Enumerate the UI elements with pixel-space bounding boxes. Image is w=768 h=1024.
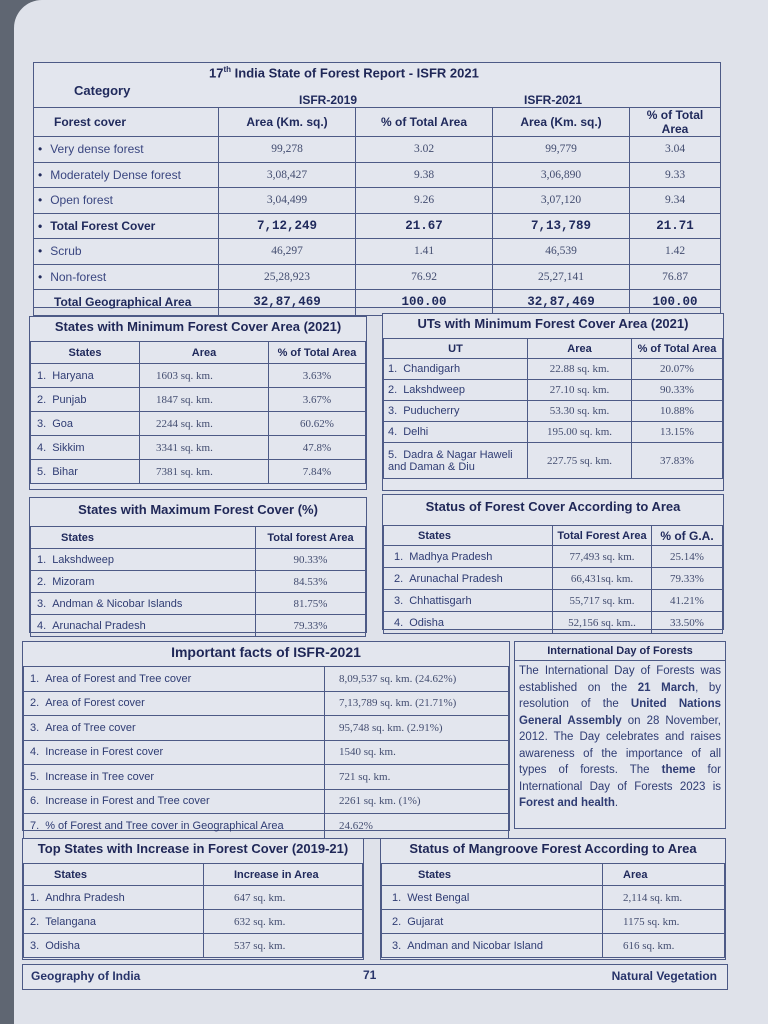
- ut-name: [384, 359, 528, 380]
- area-2021-value: 32,87,469: [493, 290, 630, 316]
- table-row: [384, 401, 723, 422]
- mangroove-data: [381, 863, 725, 958]
- row-label: Dadra & Nagar Haweli and Daman & Diu: [388, 448, 513, 473]
- min-uts-table: [382, 313, 724, 491]
- min-states-data: [30, 341, 366, 484]
- table-row: [31, 615, 366, 637]
- state-pct: 3.67%: [269, 388, 366, 412]
- state-name: [382, 886, 603, 910]
- min-states-table: [29, 316, 367, 490]
- row-number: 2.: [30, 697, 40, 710]
- row-label: Andman & Nicobar Islands: [52, 597, 183, 610]
- top-states-header: States: [24, 864, 204, 886]
- fact-value: 721 sq. km.: [325, 765, 509, 790]
- intl-day-title: International Day of Forests: [515, 642, 725, 661]
- top-increase-title: Top States with Increase in Forest Cover (2019-21): [37, 841, 349, 856]
- ut-area: 227.75 sq. km.: [528, 443, 632, 479]
- row-label: Gujarat: [407, 915, 444, 928]
- state-name: [31, 593, 256, 615]
- row-label: Telangana: [45, 915, 96, 928]
- table-row: [384, 443, 723, 479]
- state-pct: 90.33%: [256, 549, 366, 571]
- row-label: Andhra Pradesh: [45, 891, 125, 904]
- row-number: 2.: [394, 572, 404, 585]
- row-number: 3.: [37, 597, 47, 610]
- row-number: 1.: [30, 891, 40, 904]
- mangroove-area: 2,114 sq. km.: [603, 886, 725, 910]
- row-number: 7.: [30, 819, 40, 832]
- table-row: [34, 162, 721, 188]
- row-label: Chhattisgarh: [409, 594, 472, 607]
- main-data-table: [33, 107, 721, 316]
- page-number: 71: [363, 968, 377, 982]
- table-row: [34, 137, 721, 163]
- ut-header: UT: [384, 339, 528, 359]
- fact-label: [24, 814, 325, 839]
- forest-category-label: • Open forest: [34, 188, 219, 214]
- state-pct: 47.8%: [269, 436, 366, 460]
- row-label: Odisha: [409, 616, 445, 629]
- area-2021-header: Area (Km. sq.): [493, 108, 630, 137]
- row-label: Punjab: [52, 393, 87, 406]
- state-name: [31, 388, 140, 412]
- area-2019-header: Area (Km. sq.): [219, 108, 356, 137]
- area-2019-value: 3,04,499: [219, 188, 356, 214]
- ut-area: 53.30 sq. km.: [528, 401, 632, 422]
- row-label: Increase in Forest cover: [45, 746, 164, 759]
- row-label: Delhi: [403, 426, 429, 438]
- status-states-header: States: [384, 526, 553, 546]
- table-row: [24, 716, 509, 741]
- table-row: [34, 290, 721, 316]
- min-uts-title: UTs with Minimum Forest Cover Area (2021): [417, 316, 689, 331]
- table-row: [382, 886, 725, 910]
- status-area-title: Status of Forest Cover According to Area: [425, 499, 681, 514]
- pct-2019-value: 21.67: [356, 213, 493, 239]
- row-number: 3.: [394, 594, 404, 607]
- pct-2021-header: % of Total Area: [630, 108, 721, 137]
- table-row: [31, 412, 366, 436]
- mangroove-states-header: States: [382, 864, 603, 886]
- fact-value: 8,09,537 sq. km. (24.62%): [325, 667, 509, 692]
- area-2021-value: 46,539: [493, 239, 630, 265]
- increase-value: 537 sq. km.: [204, 934, 363, 958]
- state-area: 2244 sq. km.: [140, 412, 269, 436]
- area-2019-value: 46,297: [219, 239, 356, 265]
- facts-data: [23, 666, 509, 839]
- forest-category-label: • Very dense forest: [34, 137, 219, 163]
- fact-label: [24, 740, 325, 765]
- status-total-header: Total Forest Area: [553, 526, 652, 546]
- row-number: 6.: [30, 795, 40, 808]
- ut-area: 27.10 sq. km.: [528, 380, 632, 401]
- area-2021-value: 25,27,141: [493, 264, 630, 290]
- row-number: 3.: [388, 405, 398, 417]
- fact-value: 1540 sq. km.: [325, 740, 509, 765]
- mangroove-area: 616 sq. km.: [603, 934, 725, 958]
- state-pct: 7.84%: [269, 460, 366, 484]
- pct-2019-value: 76.92: [356, 264, 493, 290]
- min-uts-data: [383, 338, 723, 479]
- max-states-data: [30, 526, 366, 637]
- fact-label: [24, 765, 325, 790]
- table-row: [34, 213, 721, 239]
- row-number: 2.: [388, 384, 398, 396]
- mangroove-title: Status of Mangroove Forest According to Area: [409, 841, 697, 856]
- state-name: [31, 571, 256, 593]
- area-2021-value: 99,779: [493, 137, 630, 163]
- state-pct: 84.53%: [256, 571, 366, 593]
- states-header: States: [31, 342, 140, 364]
- state-name: [31, 436, 140, 460]
- state-area: 1603 sq. km.: [140, 364, 269, 388]
- table-row: [31, 388, 366, 412]
- row-label: Madhya Pradesh: [409, 550, 493, 563]
- row-number: 3.: [37, 417, 47, 430]
- table-row: [31, 549, 366, 571]
- ut-pct: 37.83%: [632, 443, 723, 479]
- row-number: 5.: [37, 465, 47, 478]
- state-name: [384, 546, 553, 568]
- ut-area: 22.88 sq. km.: [528, 359, 632, 380]
- state-area: 1847 sq. km.: [140, 388, 269, 412]
- row-label: West Bengal: [407, 891, 470, 904]
- top-increase-header: Increase in Area: [204, 864, 363, 886]
- pct-2019-header: % of Total Area: [356, 108, 493, 137]
- top-increase-data: [23, 863, 363, 958]
- area-2021-value: 3,06,890: [493, 162, 630, 188]
- state-name: [31, 364, 140, 388]
- max-states-header: States: [31, 527, 256, 549]
- table-row: [31, 364, 366, 388]
- intl-day-text: The International Day of Forests was established on the 21 March, by resolution of the United Nations General Assembly on 28 November, 2012. The Day celebrates and raises awareness of the importance of all types of forests. The theme for International Day of Forests 2023 is Forest and health.: [519, 665, 722, 809]
- table-row: [24, 740, 509, 765]
- state-name: [382, 934, 603, 958]
- isfr2021-header: ISFR-2021: [524, 93, 583, 107]
- top-increase-table: [22, 838, 364, 960]
- table-row: [24, 667, 509, 692]
- fact-value: 7,13,789 sq. km. (21.71%): [325, 691, 509, 716]
- pct-2019-value: 100.00: [356, 290, 493, 316]
- row-label: Haryana: [52, 369, 94, 382]
- row-label: Puducherry: [403, 405, 460, 417]
- table-row: [384, 422, 723, 443]
- state-name: [31, 460, 140, 484]
- row-number: 4.: [394, 616, 404, 629]
- row-number: 2.: [37, 393, 47, 406]
- status-ga-header: % of G.A.: [652, 526, 723, 546]
- row-number: 5.: [30, 770, 40, 783]
- row-number: 4.: [37, 441, 47, 454]
- table-row: [384, 568, 723, 590]
- table-row: [31, 571, 366, 593]
- area-2019-value: 3,08,427: [219, 162, 356, 188]
- state-pct: 3.63%: [269, 364, 366, 388]
- table-row: [24, 886, 363, 910]
- isfr-main-table: [33, 62, 721, 308]
- pct-2021-value: 3.04: [630, 137, 721, 163]
- forest-category-label: • Scrub: [34, 239, 219, 265]
- pct-header: % of Total Area: [269, 342, 366, 364]
- area-2021-value: 3,07,120: [493, 188, 630, 214]
- ut-name: [384, 401, 528, 422]
- row-label: Arunachal Pradesh: [52, 619, 146, 632]
- row-label: Increase in Tree cover: [45, 770, 155, 783]
- ut-pct: 13.15%: [632, 422, 723, 443]
- fact-label: [24, 789, 325, 814]
- row-number: 2.: [37, 575, 47, 588]
- row-number: 3.: [392, 939, 402, 952]
- state-pct: 79.33%: [652, 568, 723, 590]
- state-name: [31, 549, 256, 571]
- fact-value: 2261 sq. km. (1%): [325, 789, 509, 814]
- state-name: [384, 590, 553, 612]
- fact-label: [24, 667, 325, 692]
- row-label: Increase in Forest and Tree cover: [45, 795, 210, 808]
- state-area: 55,717 sq. km.: [553, 590, 652, 612]
- row-number: 1.: [30, 672, 40, 685]
- state-area: 77,493 sq. km.: [553, 546, 652, 568]
- increase-value: 647 sq. km.: [204, 886, 363, 910]
- pct-2021-value: 1.42: [630, 239, 721, 265]
- status-area-table: [382, 494, 724, 630]
- table-row: [384, 590, 723, 612]
- row-number: 2.: [392, 915, 402, 928]
- facts-table: [22, 641, 510, 831]
- min-states-title: States with Minimum Forest Cover Area (2021): [54, 319, 342, 334]
- fact-value: 95,748 sq. km. (2.91%): [325, 716, 509, 741]
- area-2021-value: 7,13,789: [493, 213, 630, 239]
- table-row: [24, 789, 509, 814]
- ut-pct: 10.88%: [632, 401, 723, 422]
- state-name: [382, 910, 603, 934]
- row-number: 4.: [30, 746, 40, 759]
- fact-value: 24.62%: [325, 814, 509, 839]
- max-states-title: States with Maximum Forest Cover (%): [78, 502, 318, 517]
- row-number: 1.: [37, 553, 47, 566]
- area-2019-value: 32,87,469: [219, 290, 356, 316]
- state-pct: 81.75%: [256, 593, 366, 615]
- pct-2021-value: 9.34: [630, 188, 721, 214]
- table-row: [31, 460, 366, 484]
- table-row: [34, 188, 721, 214]
- state-name: [384, 612, 553, 634]
- forest-category-label: • Non-forest: [34, 264, 219, 290]
- area-2019-value: 7,12,249: [219, 213, 356, 239]
- row-number: 1.: [394, 550, 404, 563]
- increase-value: 632 sq. km.: [204, 910, 363, 934]
- area-2019-value: 99,278: [219, 137, 356, 163]
- forest-category-label: • Total Forest Cover: [34, 213, 219, 239]
- ut-pct: 20.07%: [632, 359, 723, 380]
- state-name: [24, 886, 204, 910]
- row-number: 1.: [37, 369, 47, 382]
- state-pct: 33.50%: [652, 612, 723, 634]
- ut-name: [384, 422, 528, 443]
- state-name: [31, 412, 140, 436]
- row-label: Goa: [52, 417, 73, 430]
- main-table-category-label: Category: [74, 83, 131, 98]
- main-table-title: 17th India State of Forest Report - ISFR 2021: [209, 65, 479, 81]
- table-row: [34, 239, 721, 265]
- row-label: Area of Forest cover: [45, 697, 145, 710]
- table-row: [384, 359, 723, 380]
- ut-area: 195.00 sq. km.: [528, 422, 632, 443]
- pct-2021-value: 21.71: [630, 213, 721, 239]
- pct-2021-value: 76.87: [630, 264, 721, 290]
- forest-cover-header: Forest cover: [34, 108, 219, 137]
- max-total-area-header: Total forest Area: [256, 527, 366, 549]
- table-row: [24, 814, 509, 839]
- facts-title: Important facts of ISFR-2021: [171, 644, 361, 660]
- state-name: [24, 934, 204, 958]
- state-name: [24, 910, 204, 934]
- ut-pct-header: % of Total Area: [632, 339, 723, 359]
- row-label: Chandigarh: [403, 363, 461, 375]
- state-pct: 60.62%: [269, 412, 366, 436]
- pct-2021-value: 9.33: [630, 162, 721, 188]
- mangroove-area: 1175 sq. km.: [603, 910, 725, 934]
- forest-category-label: • Moderately Dense forest: [34, 162, 219, 188]
- ut-area-header: Area: [528, 339, 632, 359]
- pct-2019-value: 3.02: [356, 137, 493, 163]
- ut-name: [384, 443, 528, 479]
- row-number: 3.: [30, 939, 40, 952]
- row-label: Bihar: [52, 465, 78, 478]
- table-row: [382, 910, 725, 934]
- fact-label: [24, 716, 325, 741]
- table-row: [24, 934, 363, 958]
- fact-label: [24, 691, 325, 716]
- max-states-table: [29, 497, 367, 633]
- forest-category-label: Total Geographical Area: [34, 290, 219, 316]
- table-row: [384, 546, 723, 568]
- ut-name: [384, 380, 528, 401]
- mangroove-table: [380, 838, 726, 960]
- row-number: 4.: [388, 426, 398, 438]
- footer-book-title: Geography of India: [31, 969, 141, 983]
- pct-2021-value: 100.00: [630, 290, 721, 316]
- table-row: [24, 765, 509, 790]
- mangroove-area-header: Area: [603, 864, 725, 886]
- state-area: 52,156 sq. km..: [553, 612, 652, 634]
- table-row: [24, 691, 509, 716]
- table-row: [31, 436, 366, 460]
- main-rows: [34, 137, 721, 316]
- state-area: 3341 sq. km.: [140, 436, 269, 460]
- row-number: 1.: [388, 363, 398, 375]
- row-label: Mizoram: [52, 575, 95, 588]
- state-name: [384, 568, 553, 590]
- table-row: [31, 593, 366, 615]
- row-label: Lakshdweep: [52, 553, 114, 566]
- row-number: 1.: [392, 891, 402, 904]
- table-row: [24, 910, 363, 934]
- row-label: Arunachal Pradesh: [409, 572, 503, 585]
- table-row: [382, 934, 725, 958]
- state-area: 7381 sq. km.: [140, 460, 269, 484]
- pct-2019-value: 9.26: [356, 188, 493, 214]
- page-footer: [22, 964, 728, 990]
- row-number: 3.: [30, 721, 40, 734]
- state-pct: 79.33%: [256, 615, 366, 637]
- pct-2019-value: 1.41: [356, 239, 493, 265]
- footer-chapter-title: Natural Vegetation: [611, 969, 717, 983]
- row-label: Area of Forest and Tree cover: [45, 672, 192, 685]
- row-number: 5.: [388, 448, 398, 461]
- row-label: Odisha: [45, 939, 81, 952]
- row-label: Andman and Nicobar Island: [407, 939, 543, 952]
- state-pct: 25.14%: [652, 546, 723, 568]
- table-row: [384, 612, 723, 634]
- area-2019-value: 25,28,923: [219, 264, 356, 290]
- status-area-data: [383, 525, 723, 634]
- row-label: Lakshdweep: [403, 384, 465, 396]
- state-name: [31, 615, 256, 637]
- row-label: Area of Tree cover: [45, 721, 136, 734]
- state-area: 66,431sq. km.: [553, 568, 652, 590]
- row-label: Sikkim: [52, 441, 85, 454]
- row-number: 4.: [37, 619, 47, 632]
- intl-day-box: [514, 641, 726, 829]
- isfr2019-header: ISFR-2019: [299, 93, 358, 107]
- state-pct: 41.21%: [652, 590, 723, 612]
- row-label: % of Forest and Tree cover in Geographical Area: [45, 819, 284, 832]
- row-number: 2.: [30, 915, 40, 928]
- pct-2019-value: 9.38: [356, 162, 493, 188]
- area-header: Area: [140, 342, 269, 364]
- table-row: [384, 380, 723, 401]
- table-row: [34, 264, 721, 290]
- ut-pct: 90.33%: [632, 380, 723, 401]
